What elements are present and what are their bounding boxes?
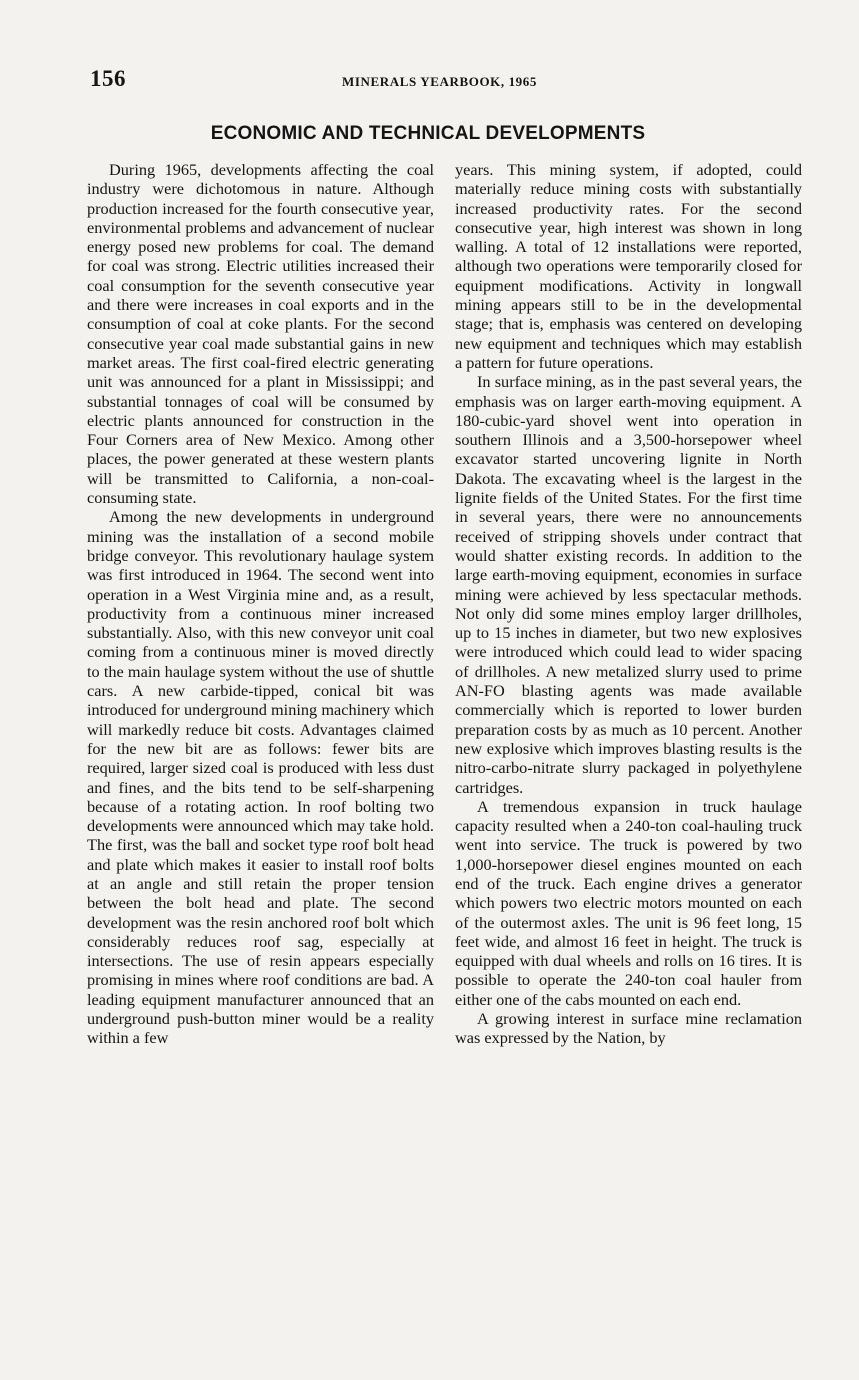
paragraph: In surface mining, as in the past several years, the emphasis was on larger earth-moving equipment. A 180-cubic-yard shovel went into operation in southern Illinois and a 3,500-horsepower wheel excavator started uncovering lignite in North Dakota. The excavating wheel is the largest in the lignite fields of the United States. For the first time in several years, there were no announcements received of stripping shovels under contract that would shatter existing records. In addition to the large earth-moving equipment, economies in surface mining were achieved by less spectacular methods. Not only did some mines employ larger drillholes, up to 15 inches in diameter, but two new explosives were introduced which could lead to wider spacing of drillholes. A new metalized slurry used to prime AN-FO blasting agents was made available commercially which is reported to lower burden preparation costs by as much as 10 percent. Another new explosive which improves blasting results is the nitro-carbo-nitrate slurry packaged in polyethylene cartridges. xyxy=(455,372,802,797)
running-head: MINERALS YEARBOOK, 1965 xyxy=(342,74,537,89)
paragraph: A tremendous expansion in truck haulage capacity resulted when a 240-ton coal-hauling truck went into service. The truck is powered by two 1,000-horsepower diesel engines mounted on each end of the truck. Each engine drives a generator which powers two electric motors mounted on each of the outermost axles. The unit is 96 feet long, 15 feet wide, and almost 16 feet in height. The truck is equipped with dual wheels and rolls on 16 tires. It is possible to operate the 240-ton coal hauler from either one of the cabs mounted on each end. xyxy=(455,796,802,1009)
section-title: ECONOMIC AND TECHNICAL DEVELOPMENTS xyxy=(210,123,646,144)
paragraph: During 1965, developments affecting the coal industry were dichotomous in nature. Although production increased for the fourth consecutive year, environmental problems and advancement of nuclear energy posed new problems for coal. The demand for coal was strong. Electric utilities increased their coal consumption for the seventh consecutive year and there were increases in coal exports and in the consumption of coal at coke plants. For the second consecutive year coal made substantial gains in new market areas. The first coal-fired electric generating unit was announced for a plant in Mississippi; and substantial tonnages of coal will be consumed by electric plants announced for construction in the Four Corners area of New Mexico. Among other places, the power generated at these western plants will be transmitted to California, a non-coal-consuming state. xyxy=(87,160,434,508)
paragraph: Among the new developments in underground mining was the installation of a second mobile bridge conveyor. This revolutionary haulage system was first introduced in 1964. The second went into operation in a West Virginia mine and, as a result, productivity from a continuous miner increased substantially. Also, with this new conveyor unit coal coming from a continuous miner is moved directly to the main haulage system without the use of shuttle cars. A new carbide-tipped, conical bit was introduced for underground mining machinery which will markedly reduce bit costs. Advantages claimed for the new bit are as follows: fewer bits are required, larger sized coal is produced with less dust and fines, and the bits tend to be self-sharpening because of a rotating action. In roof bolting two developments were announced which may take hold. The first, was the ball and socket type roof bolt head and plate which makes it easier to install roof bolts at an angle and still retain the proper tension between the bolt head and plate. The second development was the resin anchored roof bolt which considerably reduces roof sag, especially at intersections. The use of resin appears especially promising in mines where roof conditions are bad. A leading equipment manufacturer announced that an underground push-button miner would be a reality within a few xyxy=(87,507,434,1048)
paragraph-continued: years. This mining system, if adopted, could materially reduce mining costs with substantially increased productivity rates. For the second consecutive year, high interest was shown in long walling. A total of 12 installations were reported, although two operations were temporarily closed for equipment modifications. Activity in longwall mining appears still to be in the developmental stage; that is, emphasis was centered on developing new equipment and techniques which may establish a pattern for future operations. xyxy=(455,160,802,372)
right-column xyxy=(455,160,802,1048)
paragraph: A growing interest in surface mine reclamation was expressed by the Nation, by xyxy=(455,1009,802,1048)
page-number: 156 xyxy=(90,66,126,91)
left-column xyxy=(87,160,434,1048)
